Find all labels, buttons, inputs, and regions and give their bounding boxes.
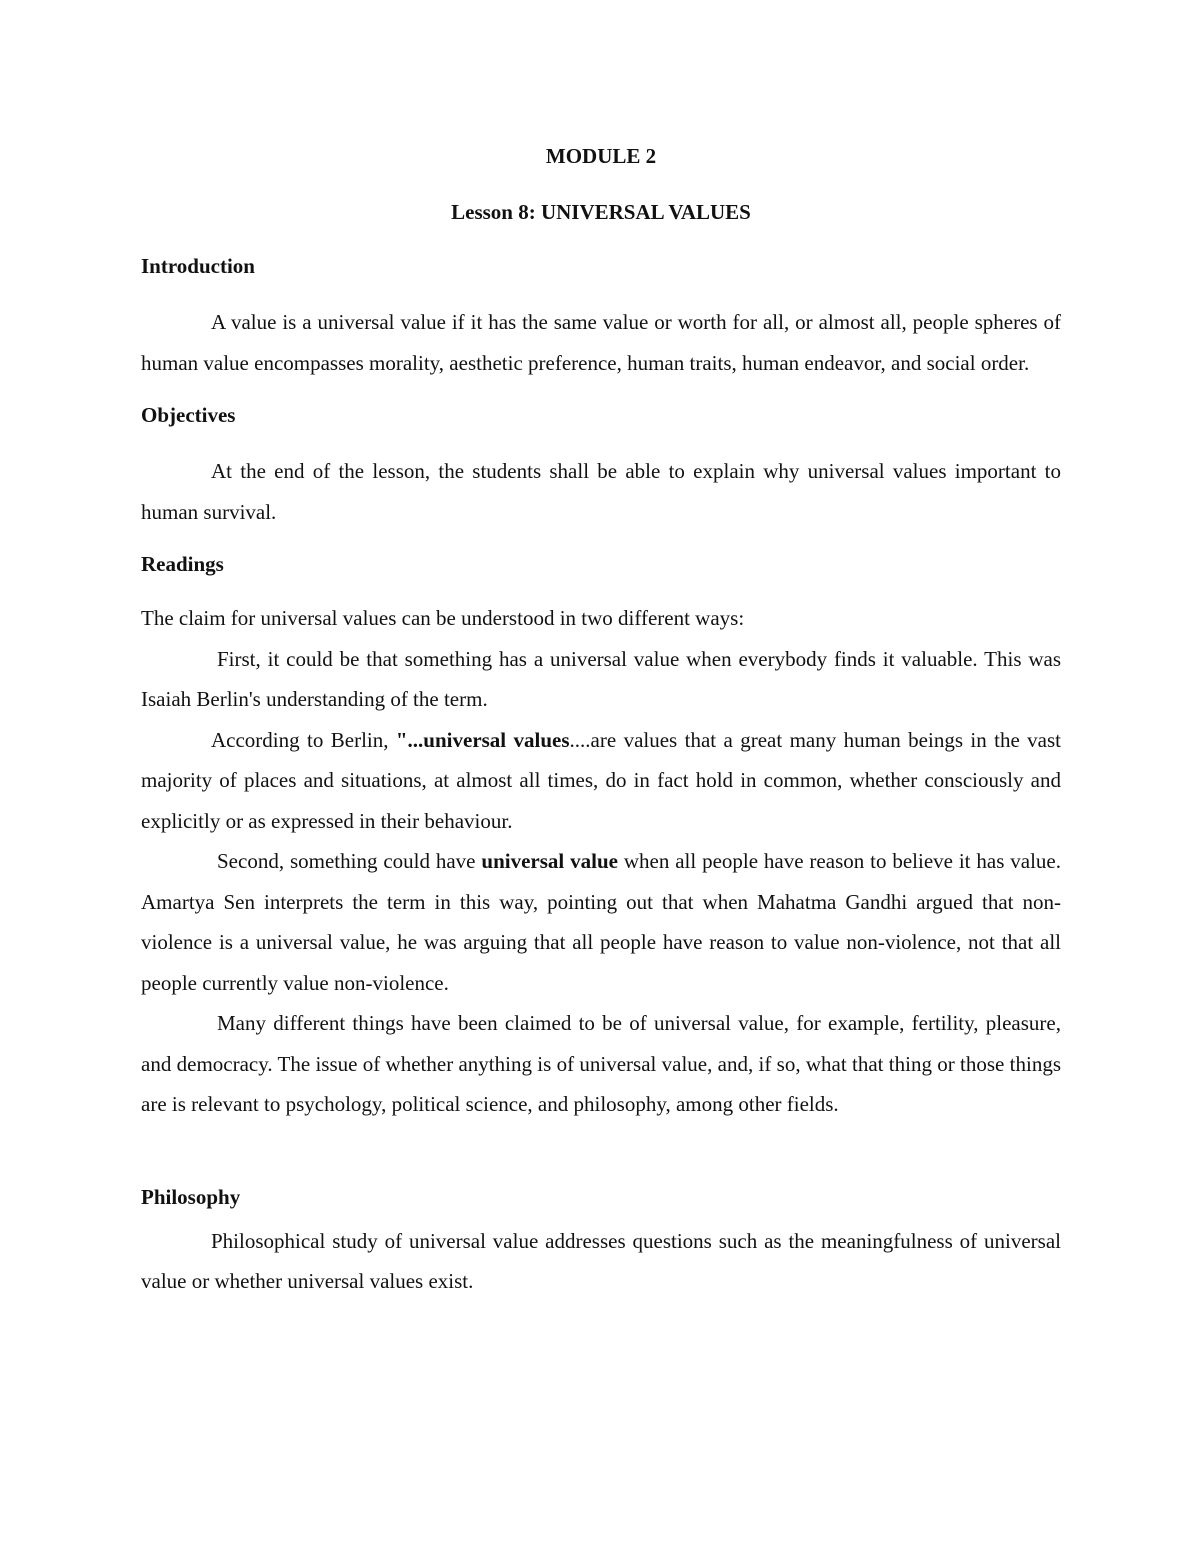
philosophy-paragraph: Philosophical study of universal value addresses questions such as the meaningfulness of universal value or whether universal values exist. — [141, 1228, 1061, 1293]
universal-value-bold: universal value — [481, 849, 618, 873]
philosophy-heading: Philosophy — [141, 1184, 241, 1209]
readings-many-paragraph: Many different things have been claimed to be of universal value, for example, fertility, pleasure, and democracy. The issue of whether anything is of universal value, and, if so, what that thing or those things are is relevant to psychology, political science, and philosophy, among other fields. — [141, 1011, 1061, 1116]
second-body-text: when all people have reason to believe it has value. Amartya Sen interprets the term in this way, pointing out that when Mahatma Gandhi argued that non-violence is a universal value, he was arguing that all people have reason to value non-violence, not that all people currently value non-violence. — [141, 849, 1061, 995]
objectives-paragraph: At the end of the lesson, the students shall be able to explain why universal values important to human survival. — [141, 459, 1061, 524]
second-intro-text: Second, something could have — [217, 849, 482, 873]
lesson-title: Lesson 8: UNIVERSAL VALUES — [451, 200, 751, 224]
module-title: MODULE 2 — [545, 144, 657, 168]
readings-lead-paragraph: The claim for universal values can be understood in two different ways: — [141, 606, 745, 630]
readings-heading: Readings — [141, 552, 224, 576]
introduction-heading: Introduction — [141, 254, 255, 278]
introduction-paragraph: A value is a universal value if it has the same value or worth for all, or almost all, people spheres of human value encompasses morality, aesthetic preference, human traits, human endeavor, and social order. — [141, 310, 1061, 375]
readings-berlin-paragraph — [141, 720, 1061, 842]
berlin-quote-bold: "...universal values — [395, 727, 570, 752]
berlin-intro-text: According to Berlin, — [211, 727, 396, 752]
readings-second-paragraph — [141, 841, 1061, 1003]
readings-first-paragraph: First, it could be that something has a universal value when everybody finds it valuable. This was Isaiah Berlin's understanding of the term. — [141, 646, 1061, 711]
document-body — [141, 140, 1061, 1302]
berlin-quote-text: ....are values that a great many human beings in the vast majority of places and situations, at almost all times, do in fact hold in common, whether consciously and explicitly or as expressed in their behaviour. — [141, 727, 1061, 833]
objectives-heading: Objectives — [141, 403, 236, 427]
